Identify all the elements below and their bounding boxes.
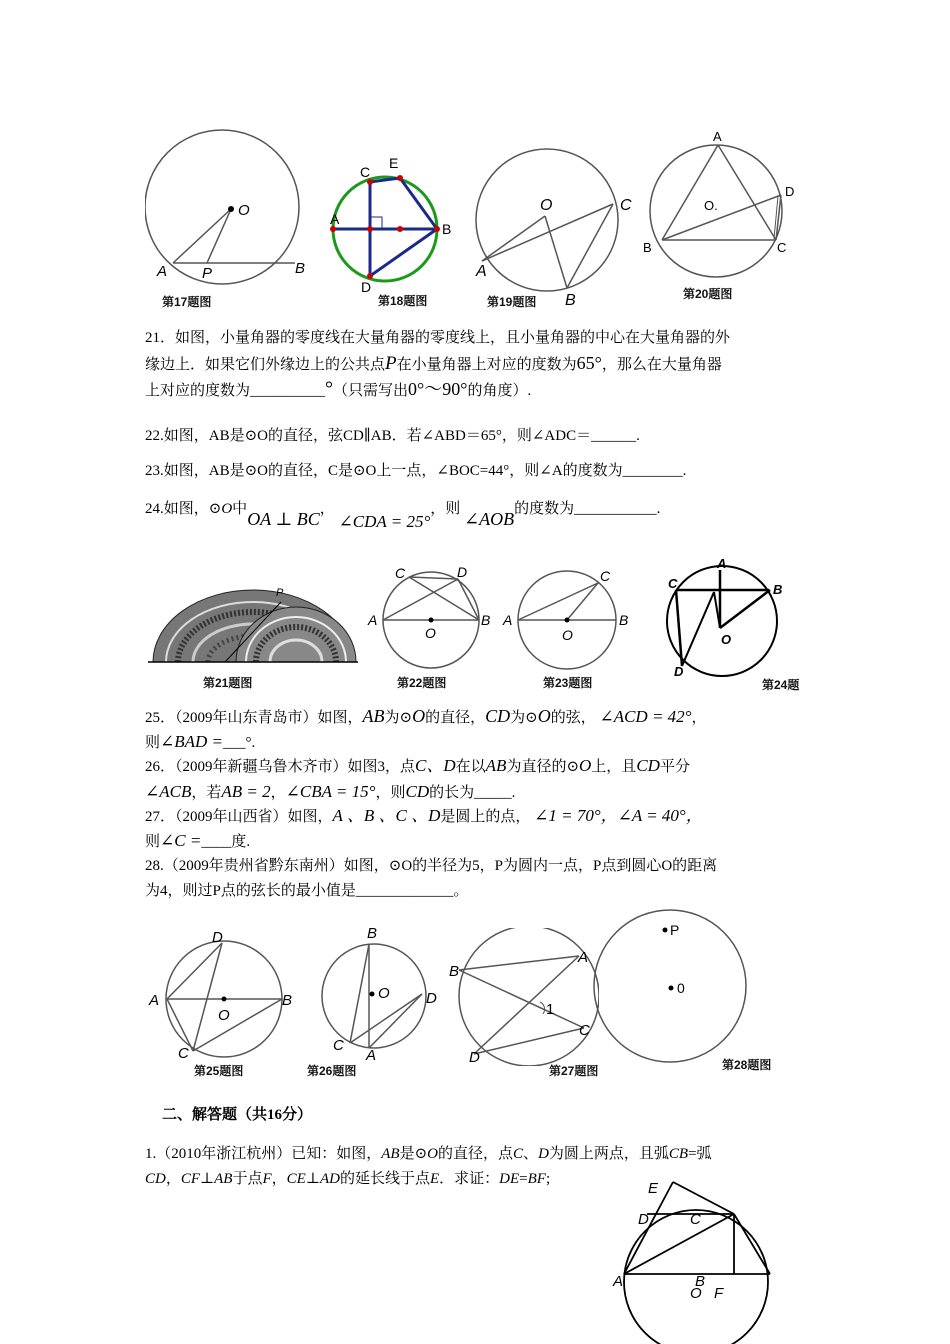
fig24-label-o: O <box>721 632 732 647</box>
fig26-label-d: D <box>426 990 437 1007</box>
caption-28: 第28题图 <box>722 1058 772 1072</box>
caption-19: 第19题图 <box>487 295 537 309</box>
fig24-label-c: C <box>668 576 678 591</box>
fig18-label-c: C <box>360 164 371 180</box>
figure-26 <box>320 922 445 1062</box>
figs1-label-f: F <box>714 1285 724 1302</box>
fig23-label-a: A <box>503 612 513 628</box>
caption-20: 第20题图 <box>683 287 733 301</box>
q28-line1: 28.（2009年贵州省黔东南州）如图，⊙O的半径为5，P为圆内一点，P点到圆心O的距离 <box>145 858 718 874</box>
fig27-label-b: B <box>449 963 460 980</box>
q25-line1: 25．（2009年山东青岛市）如图，AB为⊙O的直径，CD为⊙O的弦， ∠ACD = 42°， <box>145 706 707 726</box>
figure-20 <box>640 128 805 288</box>
fig26-label-o: O <box>378 985 390 1002</box>
figure-21-protractors <box>148 582 363 667</box>
fig18-label-d: D <box>361 279 372 295</box>
fig18-label-b: B <box>442 221 452 237</box>
q26-line2: ∠ACB，若AB = 2，∠CBA = 15°，则CD的长为_____. <box>145 782 516 801</box>
fig22-label-a: A <box>368 612 378 628</box>
q28-line2: 为4，则过P点的弦长的最小值是_____________。 <box>145 883 469 899</box>
fig17-label-a: A <box>157 263 168 280</box>
fig25-label-c: C <box>178 1045 189 1062</box>
fig26-label-a: A <box>366 1047 377 1062</box>
fig22-label-c: C <box>395 565 406 581</box>
figure-28 <box>590 906 755 1066</box>
fig17-label-o: O <box>238 202 250 219</box>
figs1-label-d: D <box>638 1211 649 1228</box>
caption-23: 第23题图 <box>543 676 593 690</box>
fig24-label-a: A <box>717 556 727 571</box>
q21-line2: 缘边上．如果它们外缘边上的公共点P在小量角器上对应的度数为65°，那么在大量角器 <box>145 353 722 374</box>
fig19-label-c: C <box>620 197 632 214</box>
fig25-label-b: B <box>282 992 293 1009</box>
fig19-label-o: O <box>540 197 553 214</box>
q24-text: 24.如图，⊙O中OA ⊥ BC， ∠CDA = 25°，则 ∠AOB的度数为___________. <box>145 501 661 531</box>
caption-25: 第25题图 <box>194 1064 244 1078</box>
fig21-label-p: P <box>276 587 284 599</box>
caption-18: 第18题图 <box>378 294 428 308</box>
fig25-label-d: D <box>212 929 223 946</box>
fig20-label-o: O. <box>704 198 718 213</box>
q25-line2: 则∠BAD =___°. <box>145 732 256 751</box>
fig19-label-a: A <box>476 263 487 280</box>
fig17-label-p: P <box>202 265 213 282</box>
figure-s1 <box>610 1176 780 1344</box>
fig24-label-d: D <box>674 664 684 679</box>
figure-22 <box>365 562 495 680</box>
figure-18 <box>330 152 475 302</box>
caption-27: 第27题图 <box>549 1064 599 1078</box>
figs1-label-c: C <box>690 1211 701 1228</box>
q27-line2: 则∠C =____度. <box>145 831 251 850</box>
fig23-label-c: C <box>600 568 611 584</box>
fig18-label-e: E <box>389 155 399 171</box>
q21-line1: 21．如图，小量角器的零度线在大量角器的零度线上，且小量角器的中心在大量角器的外 <box>145 330 731 346</box>
fig20-label-c: C <box>777 240 787 255</box>
fig19-label-b: B <box>565 292 576 309</box>
section-heading: 二、解答题（共16分） <box>162 1107 313 1123</box>
fig24-label-b: B <box>773 582 783 597</box>
fig27-label-a: A <box>578 949 589 966</box>
figs1-label-b: B <box>695 1273 706 1290</box>
caption-17: 第17题图 <box>162 295 212 309</box>
caption-26: 第26题图 <box>307 1064 357 1078</box>
fig25-label-a: A <box>149 992 160 1009</box>
fig22-label-o: O <box>425 625 436 641</box>
fig22-label-d: D <box>457 564 468 580</box>
figs1-label-e: E <box>648 1180 659 1197</box>
s1-line2: CD，CF⊥AB于点F，CE⊥AD的延长线于点E．求证：DE=BF; <box>145 1171 551 1187</box>
fig27-label-1: 1 <box>546 1001 555 1018</box>
fig23-label-b: B <box>619 612 629 628</box>
figs1-label-a: A <box>613 1273 624 1290</box>
fig27-label-d: D <box>469 1049 480 1066</box>
caption-21: 第21题图 <box>203 676 253 690</box>
q27-line1: 27．（2009年山西省）如图，A 、B 、C 、D是圆上的点， ∠1 = 70°，∠A = 40°， <box>145 806 703 825</box>
fig26-label-c: C <box>333 1037 344 1054</box>
fig23-label-o: O <box>562 627 573 643</box>
figure-23 <box>500 562 635 680</box>
fig17-label-b: B <box>295 260 306 277</box>
s1-line1: 1.（2010年浙江杭州）已知：如图，AB是⊙O的直径，点C、D为圆上两点，且弧CB=弧 <box>145 1146 712 1162</box>
figure-27 <box>444 928 599 1066</box>
figs1-label-o: O <box>690 1285 702 1302</box>
figure-24 <box>662 556 792 686</box>
q22-text: 22.如图，AB是⊙O的直径，弦CD∥AB．若∠ABD＝65°，则∠ADC＝______. <box>145 428 640 444</box>
q23-text: 23.如图，AB是⊙O的直径，C是⊙O上一点，∠BOC=44°，则∠A的度数为________. <box>145 463 687 479</box>
q26-line1: 26．（2009年新疆乌鲁木齐市）如图3，点C、D在以AB为直径的⊙O上，且CD平分 <box>145 756 690 775</box>
fig20-label-a: A <box>713 129 722 144</box>
fig26-label-b: B <box>367 925 378 942</box>
figure-25 <box>146 928 296 1066</box>
fig22-label-b: B <box>481 612 491 628</box>
figure-19 <box>470 148 645 313</box>
figure-17 <box>145 128 320 308</box>
fig28-label-0: 0 <box>677 980 685 996</box>
fig20-label-b: B <box>643 240 652 255</box>
fig18-label-a: A <box>330 211 340 227</box>
caption-22: 第22题图 <box>397 676 447 690</box>
fig25-label-o: O <box>218 1007 230 1024</box>
fig28-label-p: P <box>670 922 680 938</box>
fig27-label-c: C <box>579 1022 590 1039</box>
fig20-label-d: D <box>785 184 795 199</box>
caption-24: 第24题 <box>762 678 800 692</box>
q21-line3: 上对应的度数为__________°（只需写出0°～90°的角度）. <box>145 378 532 400</box>
